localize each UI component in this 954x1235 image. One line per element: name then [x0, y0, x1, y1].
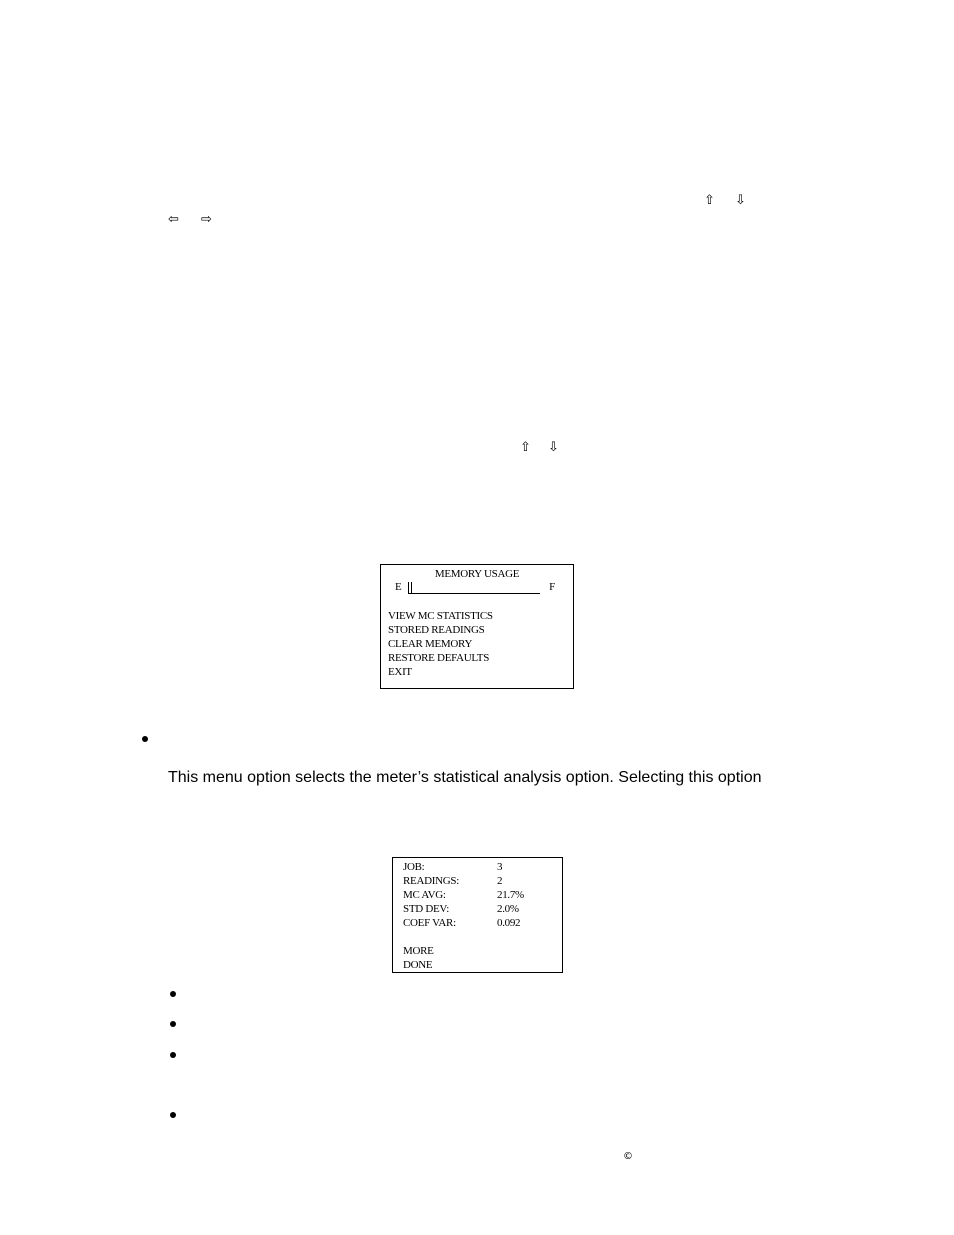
down-arrow-icon: ⇩: [548, 440, 559, 455]
memory-usage-title: MEMORY USAGE: [434, 568, 520, 580]
stat-value-mc-avg: 21.7%: [497, 889, 524, 901]
menu-item-stored-readings[interactable]: STORED READINGS: [388, 624, 485, 636]
menu-item-exit[interactable]: EXIT: [388, 666, 412, 678]
stat-label-readings: READINGS:: [403, 875, 459, 887]
stat-value-coef-var: 0.092: [497, 917, 521, 929]
copyright-symbol: ©: [623, 1151, 633, 1162]
right-arrow-icon: ⇨: [201, 212, 212, 227]
stat-label-job: JOB:: [403, 861, 425, 873]
gauge-track: [408, 582, 540, 594]
bullet: [170, 1021, 176, 1027]
stat-value-std-dev: 2.0%: [497, 903, 519, 915]
down-arrow-icon: ⇩: [735, 193, 746, 208]
bullet: [170, 1052, 176, 1058]
menu-item-view-mc-statistics[interactable]: VIEW MC STATISTICS: [388, 610, 493, 622]
up-arrow-icon: ⇧: [704, 193, 715, 208]
stat-label-coef-var: COEF VAR:: [403, 917, 456, 929]
left-arrow-icon: ⇦: [168, 212, 179, 227]
description-text: This menu option selects the meter’s statistical analysis option. Selecting this option: [168, 769, 762, 786]
memory-gauge: [395, 580, 555, 595]
stat-label-mc-avg: MC AVG:: [403, 889, 446, 901]
mc-statistics-screen: [392, 857, 563, 973]
bullet: [170, 991, 176, 997]
stat-value-readings: 2: [497, 875, 503, 887]
gauge-empty-label: E: [395, 581, 402, 593]
gauge-fill: [408, 582, 412, 593]
memory-usage-screen: [380, 564, 574, 689]
bullet: [142, 736, 148, 742]
stat-label-std-dev: STD DEV:: [403, 903, 449, 915]
gauge-full-label: F: [549, 581, 555, 593]
stat-action-done[interactable]: DONE: [403, 959, 433, 971]
bullet: [170, 1112, 176, 1118]
stat-action-more[interactable]: MORE: [403, 945, 434, 957]
menu-item-restore-defaults[interactable]: RESTORE DEFAULTS: [388, 652, 490, 664]
up-arrow-icon: ⇧: [520, 440, 531, 455]
menu-item-clear-memory[interactable]: CLEAR MEMORY: [388, 638, 473, 650]
stat-value-job: 3: [497, 861, 503, 873]
